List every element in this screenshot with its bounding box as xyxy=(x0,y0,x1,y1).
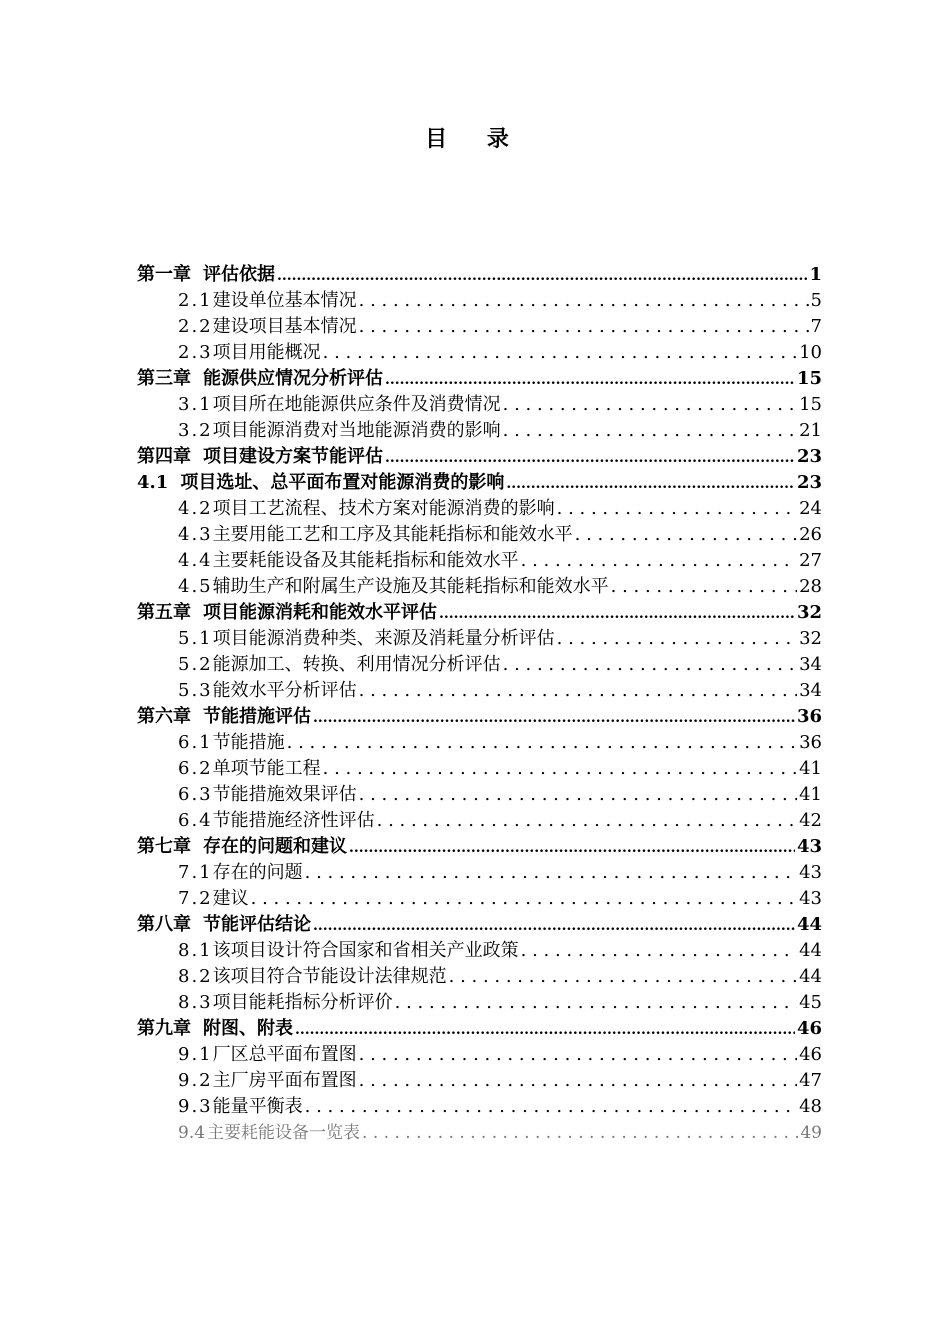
toc-entry-page: 7 xyxy=(810,316,822,337)
toc-dot-leader xyxy=(305,860,797,886)
toc-entry-title: 节能措施 xyxy=(212,732,285,753)
toc-entry-title: 节能措施经济性评估 xyxy=(212,810,375,831)
toc-dot-leader xyxy=(385,444,795,470)
toc-entry-number: 9.3 xyxy=(178,1096,213,1117)
toc-dot-leader xyxy=(521,938,797,964)
toc-entry-title: 附图、附表 xyxy=(203,1018,293,1039)
toc-entry-title: 该项目设计符合国家和省相关产业政策 xyxy=(212,940,519,961)
toc-entry-title: 节能措施评估 xyxy=(203,706,311,727)
toc-entry-number: 9.2 xyxy=(178,1070,213,1091)
toc-dot-leader xyxy=(251,886,797,912)
toc-entry-page: 5 xyxy=(810,290,822,311)
toc-entry[interactable] xyxy=(178,548,822,574)
toc-entry-number: 6.1 xyxy=(178,732,213,753)
toc-entry-title: 项目建设方案节能评估 xyxy=(203,446,383,467)
toc-entry[interactable] xyxy=(178,392,822,418)
toc-entry-page: 34 xyxy=(799,680,822,701)
toc-entry-title: 评估依据 xyxy=(203,264,275,285)
toc-entry[interactable] xyxy=(178,678,822,704)
toc-dot-leader xyxy=(313,704,795,730)
toc-entry-title: 项目用能概况 xyxy=(212,342,321,363)
toc-entry[interactable] xyxy=(178,418,822,444)
toc-entry[interactable] xyxy=(178,1042,822,1068)
toc-entry-number: 3.2 xyxy=(178,420,213,441)
toc-entry-title: 存在的问题 xyxy=(212,862,303,883)
toc-entry[interactable] xyxy=(137,834,822,860)
toc-entry-title: 辅助生产和附属生产设施及其能耗指标和能效水平 xyxy=(212,576,609,597)
toc-entry[interactable] xyxy=(178,730,822,756)
toc-entry[interactable] xyxy=(178,1120,822,1146)
toc-entry-title: 单项节能工程 xyxy=(212,758,321,779)
toc-entry[interactable] xyxy=(137,1016,822,1042)
toc-entry-number: 2.3 xyxy=(178,342,213,363)
toc-entry-number: 4.3 xyxy=(178,524,213,545)
toc-entry-page: 36 xyxy=(799,732,822,753)
toc-entry-page: 48 xyxy=(799,1096,822,1117)
toc-entry-title: 主厂房平面布置图 xyxy=(212,1070,357,1091)
toc-dot-leader xyxy=(359,782,797,808)
toc-dot-leader xyxy=(362,1120,798,1146)
toc-entry[interactable] xyxy=(178,1094,822,1120)
toc-entry-number: 第三章 xyxy=(137,368,191,389)
toc-entry[interactable] xyxy=(137,444,822,470)
toc-entry[interactable] xyxy=(137,470,822,496)
toc-dot-leader xyxy=(395,990,797,1016)
toc-entry-number: 第四章 xyxy=(137,446,191,467)
toc-entry-number: 4.5 xyxy=(178,576,213,597)
toc-entry-page: 32 xyxy=(796,602,822,623)
toc-entry[interactable] xyxy=(178,288,822,314)
toc-entry-title: 存在的问题和建议 xyxy=(203,836,347,857)
toc-entry-page: 41 xyxy=(799,784,822,805)
toc-entry-title: 主要耗能设备及其能耗指标和能效水平 xyxy=(212,550,519,571)
toc-entry-page: 21 xyxy=(799,420,822,441)
toc-entry-page: 43 xyxy=(796,836,822,857)
toc-entry-title: 能量平衡表 xyxy=(212,1096,303,1117)
toc-entry-title: 项目能源消耗和能效水平评估 xyxy=(203,602,437,623)
toc-entry-number: 第一章 xyxy=(137,264,191,285)
toc-entry[interactable] xyxy=(137,262,822,288)
toc-entry-number: 5.3 xyxy=(178,680,213,701)
toc-entry-page: 44 xyxy=(799,940,822,961)
toc-entry[interactable] xyxy=(178,314,822,340)
toc-entry-page: 46 xyxy=(796,1018,822,1039)
toc-entry-number: 5.2 xyxy=(178,654,213,675)
toc-entry-page: 44 xyxy=(796,914,822,935)
toc-entry-title: 能源加工、转换、利用情况分析评估 xyxy=(212,654,501,675)
toc-entry[interactable] xyxy=(178,964,822,990)
toc-entry[interactable] xyxy=(178,782,822,808)
toc-entry-page: 27 xyxy=(799,550,822,571)
toc-entry-page: 42 xyxy=(799,810,822,831)
toc-entry-title: 项目工艺流程、技术方案对能源消费的影响 xyxy=(212,498,555,519)
toc-entry-number: 5.1 xyxy=(178,628,213,649)
toc-entry-page: 1 xyxy=(809,264,822,285)
toc-entry-title: 节能评估结论 xyxy=(203,914,311,935)
toc-dot-leader xyxy=(385,366,795,392)
toc-entry-title: 能效水平分析评估 xyxy=(212,680,357,701)
toc-entry-number: 7.1 xyxy=(178,862,213,883)
toc-entry[interactable] xyxy=(137,912,822,938)
toc-dot-leader xyxy=(557,626,797,652)
toc-entry-page: 43 xyxy=(799,888,822,909)
toc-entry-title: 项目所在地能源供应条件及消费情况 xyxy=(212,394,501,415)
toc-entry[interactable] xyxy=(178,860,822,886)
toc-entry-title: 厂区总平面布置图 xyxy=(212,1044,357,1065)
toc-entry-number: 第八章 xyxy=(137,914,191,935)
toc-entry[interactable] xyxy=(178,990,822,1016)
toc-entry-number: 第五章 xyxy=(137,602,191,623)
toc-entry-page: 23 xyxy=(796,446,822,467)
toc-entry[interactable] xyxy=(178,938,822,964)
toc-entry-number: 7.2 xyxy=(178,888,213,909)
toc-dot-leader xyxy=(506,470,795,496)
toc-entry-number: 8.1 xyxy=(178,940,213,961)
toc-dot-leader xyxy=(313,912,795,938)
toc-dot-leader xyxy=(575,522,797,548)
toc-entry-page: 24 xyxy=(799,498,822,519)
toc-dot-leader xyxy=(277,262,807,288)
toc-entry[interactable] xyxy=(137,600,822,626)
toc-entry-title: 项目能源消费对当地能源消费的影响 xyxy=(212,420,501,441)
toc-entry-page: 36 xyxy=(796,706,822,727)
toc-entry-title: 节能措施效果评估 xyxy=(212,784,357,805)
toc-entry[interactable] xyxy=(137,704,822,730)
toc-dot-leader xyxy=(449,964,797,990)
toc-dot-leader xyxy=(503,652,797,678)
toc-entry-number: 4.4 xyxy=(178,550,213,571)
toc-entry-title: 项目选址、总平面布置对能源消费的影响 xyxy=(180,472,505,493)
toc-dot-leader xyxy=(377,808,797,834)
toc-entry-page: 49 xyxy=(800,1123,822,1143)
toc-entry-title: 建设项目基本情况 xyxy=(212,316,357,337)
toc-entry-number: 9.4 xyxy=(178,1123,206,1143)
toc-dot-leader xyxy=(287,730,797,756)
toc-entry[interactable] xyxy=(178,522,822,548)
toc-entry-number: 2.2 xyxy=(178,316,213,337)
toc-dot-leader xyxy=(359,1068,797,1094)
toc-entry-number: 4.2 xyxy=(178,498,213,519)
toc-entry-title: 能源供应情况分析评估 xyxy=(203,368,383,389)
toc-entry[interactable] xyxy=(178,1068,822,1094)
toc-entry-number: 6.3 xyxy=(178,784,213,805)
toc-dot-leader xyxy=(359,678,797,704)
toc-entry-number: 4.1 xyxy=(137,472,169,493)
toc-entry-page: 23 xyxy=(796,472,822,493)
toc-dot-leader xyxy=(557,496,797,522)
toc-dot-leader xyxy=(503,418,797,444)
toc-entry-title: 项目能源消费种类、来源及消耗量分析评估 xyxy=(212,628,555,649)
toc-dot-leader xyxy=(359,1042,797,1068)
toc-entry[interactable] xyxy=(178,808,822,834)
toc-entry-number: 3.1 xyxy=(178,394,213,415)
toc-entry-number: 第六章 xyxy=(137,706,191,727)
toc-dot-leader xyxy=(521,548,797,574)
toc-dot-leader xyxy=(323,340,797,366)
toc-entry[interactable] xyxy=(178,886,822,912)
toc-entry[interactable] xyxy=(178,626,822,652)
toc-entry[interactable] xyxy=(178,340,822,366)
toc-entry-number: 8.3 xyxy=(178,992,213,1013)
toc-dot-leader xyxy=(439,600,795,626)
page-title: 目 录 xyxy=(425,126,525,152)
toc-entry-number: 6.4 xyxy=(178,810,213,831)
toc-entry-page: 15 xyxy=(796,368,822,389)
toc-dot-leader xyxy=(323,756,797,782)
toc-entry-title: 项目能耗指标分析评价 xyxy=(212,992,393,1013)
toc-entry[interactable] xyxy=(178,574,822,600)
toc-entry-page: 15 xyxy=(799,394,822,415)
toc-dot-leader xyxy=(295,1016,795,1042)
toc-entry-title: 主要用能工艺和工序及其能耗指标和能效水平 xyxy=(212,524,573,545)
toc-entry[interactable] xyxy=(178,496,822,522)
toc-entry[interactable] xyxy=(178,652,822,678)
toc-entry-page: 41 xyxy=(799,758,822,779)
toc-entry-page: 26 xyxy=(799,524,822,545)
toc-entry-number: 第七章 xyxy=(137,836,191,857)
toc-entry-page: 46 xyxy=(799,1044,822,1065)
toc-dot-leader xyxy=(503,392,797,418)
toc-dot-leader xyxy=(359,314,809,340)
toc-entry-title: 建议 xyxy=(212,888,249,909)
toc-entry-page: 47 xyxy=(799,1070,822,1091)
toc-entry-title: 建设单位基本情况 xyxy=(212,290,357,311)
toc-entry-page: 32 xyxy=(799,628,822,649)
toc-entry-page: 34 xyxy=(799,654,822,675)
toc-entry-number: 8.2 xyxy=(178,966,213,987)
toc-dot-leader xyxy=(305,1094,797,1120)
toc-entry-number: 6.2 xyxy=(178,758,213,779)
toc-dot-leader xyxy=(359,288,809,314)
toc-entry-number: 2.1 xyxy=(178,290,213,311)
toc-entry[interactable] xyxy=(178,756,822,782)
toc-entry[interactable] xyxy=(137,366,822,392)
toc-entry-page: 10 xyxy=(799,342,822,363)
toc-dot-leader xyxy=(611,574,797,600)
toc-entry-title: 主要耗能设备一览表 xyxy=(207,1123,361,1143)
toc-entry-page: 45 xyxy=(799,992,822,1013)
toc-entry-title: 该项目符合节能设计法律规范 xyxy=(212,966,447,987)
toc-entry-number: 9.1 xyxy=(178,1044,213,1065)
toc-entry-page: 43 xyxy=(799,862,822,883)
toc-dot-leader xyxy=(349,834,795,860)
toc-entry-page: 28 xyxy=(799,576,822,597)
toc-entry-number: 第九章 xyxy=(137,1018,191,1039)
toc-entry-page: 44 xyxy=(799,966,822,987)
